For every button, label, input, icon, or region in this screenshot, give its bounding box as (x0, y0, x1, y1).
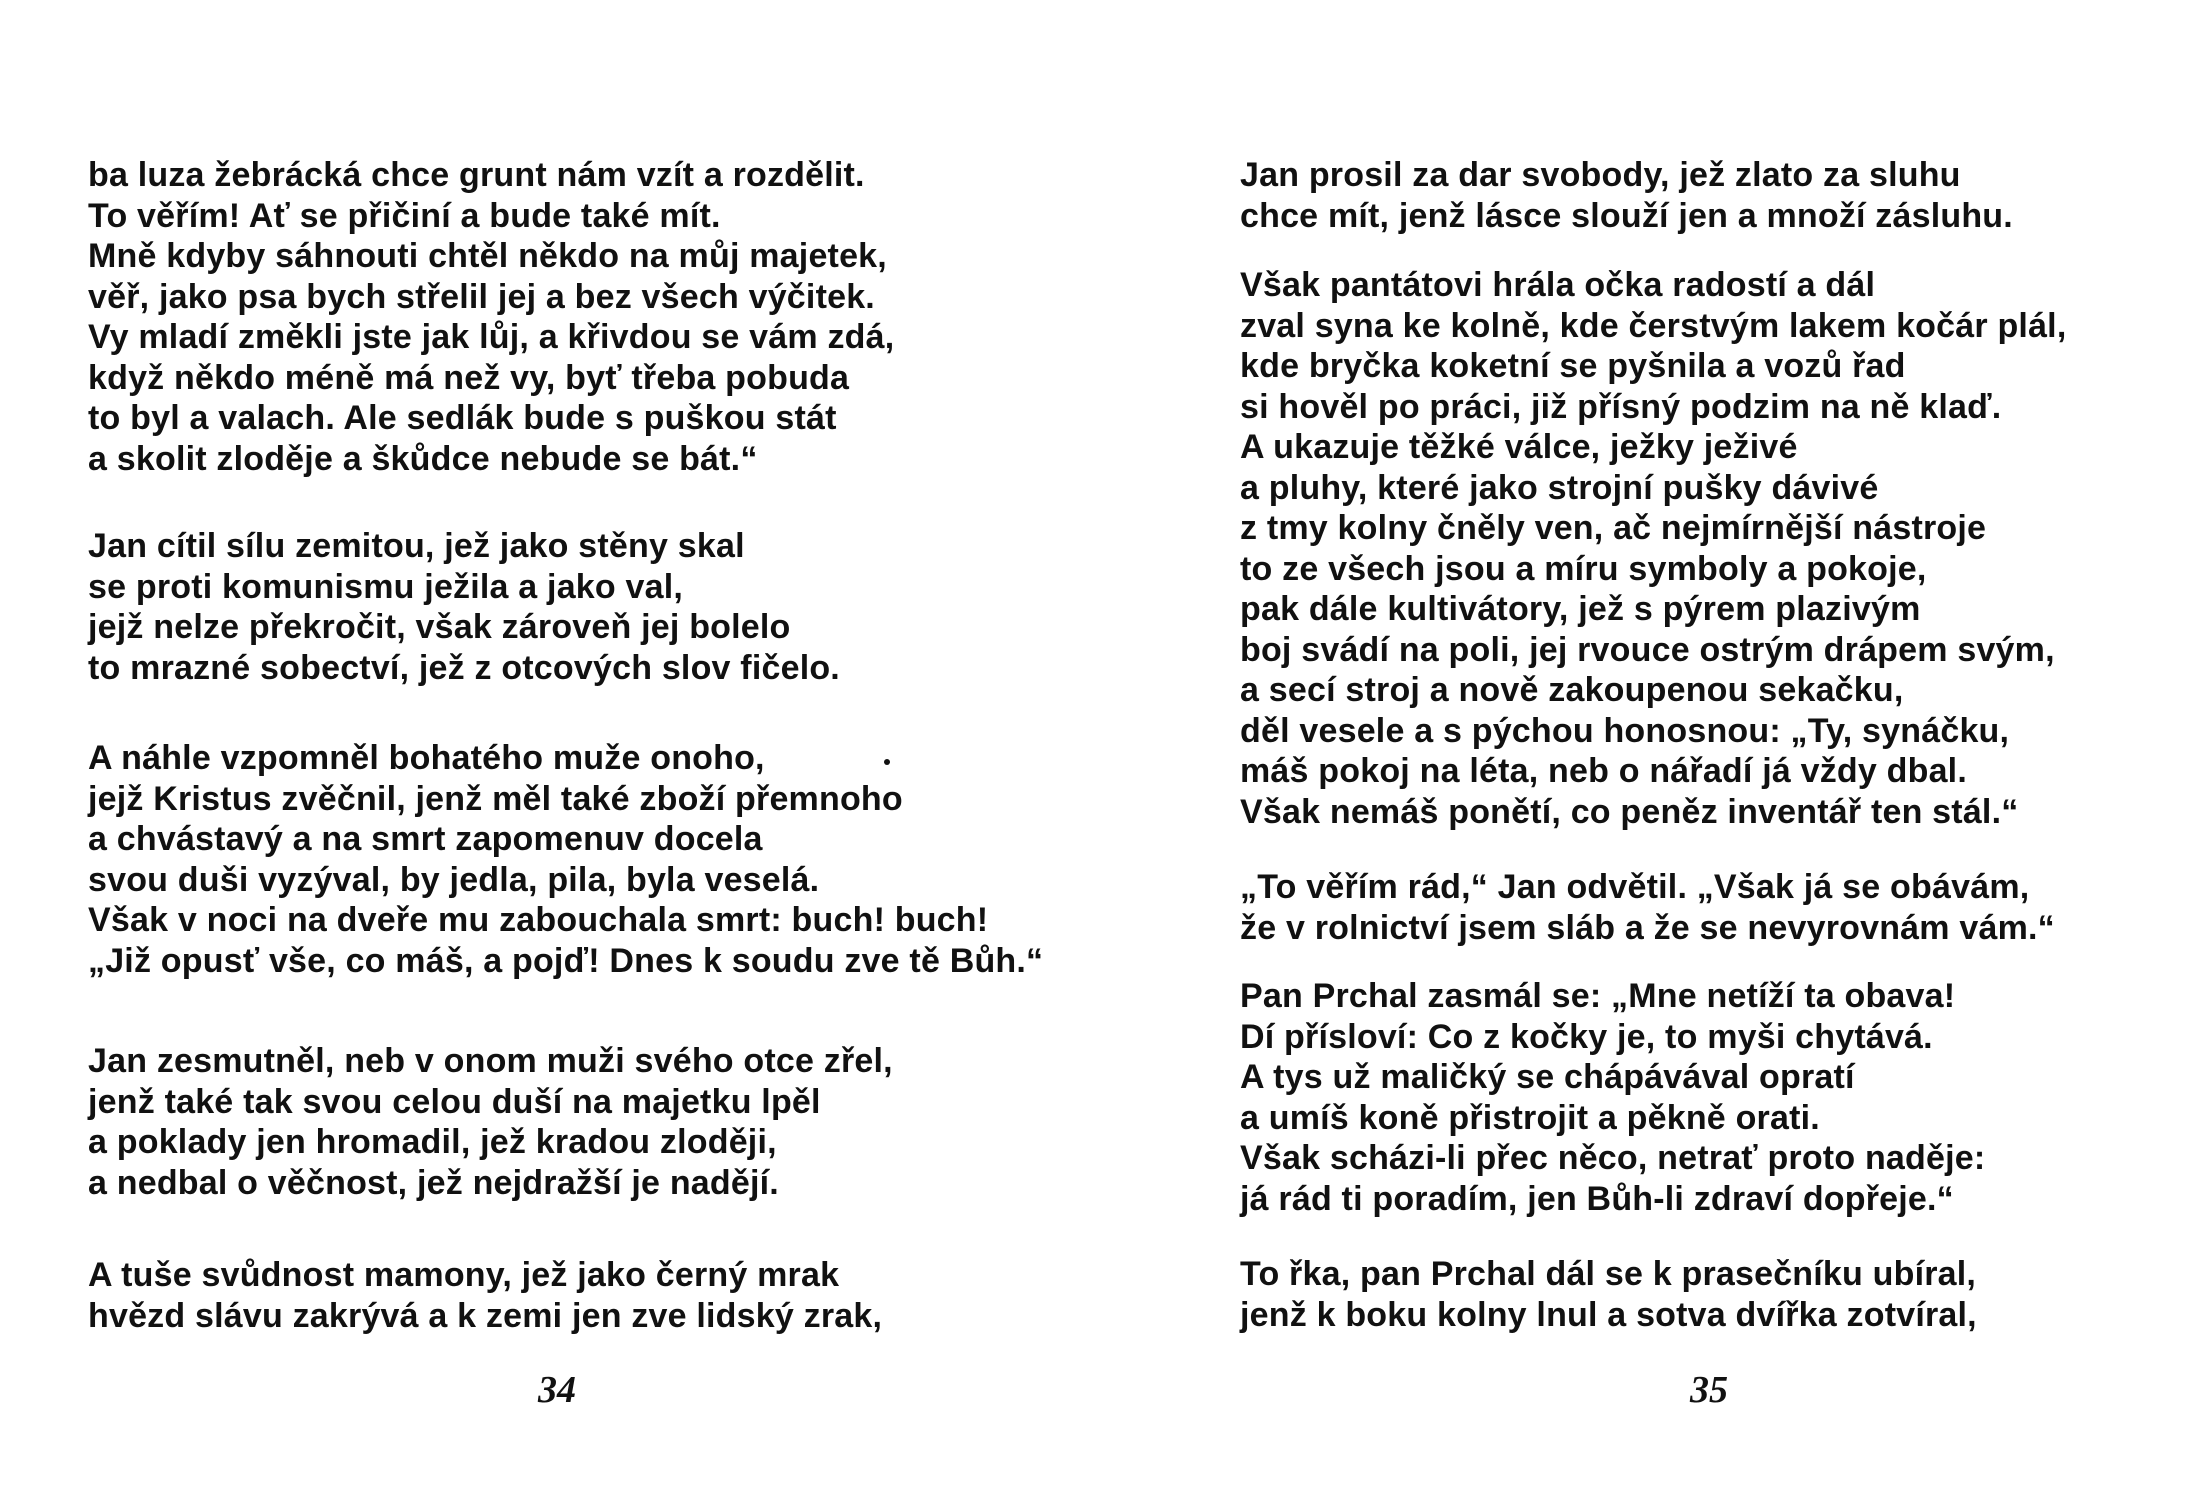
verse-line: Však nemáš ponětí, co peněz inventář ten stál.“ (1240, 792, 2019, 831)
verse-line: Vy mladí změkli jste jak lůj, a křivdou se vám zdá, (88, 318, 895, 356)
stanza-1 (1240, 155, 2013, 236)
stanza-2 (88, 526, 840, 688)
stanza-5 (1240, 1254, 1977, 1335)
verse-line: Jan zesmutněl, neb v onom muži svého otce zřel, (88, 1042, 893, 1080)
verse-line: chce mít, jenž lásce slouží jen a množí zásluhu. (1240, 196, 2013, 235)
verse-line: to mrazné sobectví, jež z otcových slov fičelo. (88, 648, 840, 687)
verse-line: „Již opusť vše, co máš, a pojď! Dnes k soudu zve tě Bůh.“ (88, 941, 1044, 980)
verse-line: to ze všech jsou a míru symboly a pokoje, (1240, 549, 1927, 588)
verse-line: že v rolnictví jsem sláb a že se nevyrovnám vám.“ (1240, 908, 2055, 947)
verse-line: věř, jako psa bych střelil jej a bez všech výčitek. (88, 277, 875, 316)
verse-line: Jan prosil za dar svobody, jež zlato za sluhu (1240, 156, 1961, 194)
verse-line: To řka, pan Prchal dál se k prasečníku ubíral, (1240, 1255, 1977, 1293)
verse-line: „To věřím rád,“ Jan odvětil. „Však já se obávám, (1240, 868, 2030, 906)
stanza-2 (1240, 265, 2066, 832)
verse-line: z tmy kolny čněly ven, ač nejmírnější nástroje (1240, 509, 1987, 547)
stanza-1 (88, 155, 894, 479)
verse-line: boj svádí na poli, jej rvouce ostrým drápem svým, (1240, 630, 2055, 669)
verse-line: jejž Kristus zvěčnil, jenž měl také zboží přemnoho (88, 779, 903, 818)
verse-line: když někdo méně má než vy, byť třeba pobuda (88, 358, 850, 397)
verse-line: a pluhy, které jako strojní pušky dávivé (1240, 468, 1879, 507)
verse-line: a umíš koně přistrojit a pěkně orati. (1240, 1098, 1820, 1137)
verse-line: A náhle vzpomněl bohatého muže onoho, (88, 739, 765, 777)
stanza-4 (88, 1041, 893, 1203)
verse-line: já rád ti poradím, jen Bůh-li zdraví dopřeje.“ (1240, 1179, 1954, 1218)
verse-line: děl vesele a s pýchou honosnou: „Ty, synáčku, (1240, 711, 2010, 750)
stanza-4 (1240, 976, 1985, 1219)
verse-line: ba luza žebrácká chce grunt nám vzít a rozdělit. (88, 156, 865, 194)
ink-speck (884, 759, 890, 765)
stanza-3 (1240, 867, 2055, 948)
verse-line: Však v noci na dveře mu zabouchala smrt: buch! buch! (88, 901, 989, 939)
verse-line: hvězd slávu zakrývá a k zemi jen zve lidský zrak, (88, 1296, 883, 1335)
stanza-5 (88, 1255, 882, 1336)
verse-line: Však pantátovi hrála očka radostí a dál (1240, 266, 1876, 304)
verse-line: jejž nelze překročit, však zároveň jej bolelo (88, 608, 791, 646)
verse-line: To věřím! Ať se přičiní a bude také mít. (88, 196, 721, 235)
verse-line: si hověl po práci, již přísný podzim na ně klaď. (1240, 387, 2002, 426)
verse-line: jenž také tak svou celou duší na majetku lpěl (88, 1082, 821, 1121)
verse-line: A tuše svůdnost mamony, jež jako černý mrak (88, 1256, 840, 1294)
stanza-3 (88, 738, 1043, 981)
verse-line: Jan cítil sílu zemitou, jež jako stěny skal (88, 527, 745, 565)
verse-line: zval syna ke kolně, kde čerstvým lakem kočár plál, (1240, 306, 2067, 345)
verse-line: svou duši vyzýval, by jedla, pila, byla veselá. (88, 860, 820, 899)
verse-line: máš pokoj na léta, neb o nářadí já vždy dbal. (1240, 752, 1967, 790)
page-number: 35 (1690, 1369, 1728, 1411)
verse-line: Pan Prchal zasmál se: „Mne netíží ta obava! (1240, 977, 1956, 1015)
verse-line: kde bryčka koketní se pyšnila a vozů řad (1240, 347, 1906, 385)
verse-line: Dí přísloví: Co z kočky je, to myši chytává. (1240, 1017, 1933, 1056)
verse-line: Však scházi-li přec něco, netrať proto naděje: (1240, 1139, 1986, 1177)
verse-line: Mně kdyby sáhnouti chtěl někdo na můj majetek, (88, 237, 887, 275)
verse-line: a nedbal o věčnost, jež nejdražší je nadějí. (88, 1163, 779, 1202)
verse-line: se proti komunismu ježila a jako val, (88, 567, 684, 606)
right-page (1104, 0, 2208, 1500)
page-number: 34 (538, 1369, 576, 1411)
verse-line: A ukazuje těžké válce, ježky ježivé (1240, 428, 1798, 466)
verse-line: a skolit zloděje a škůdce nebude se bát.“ (88, 439, 758, 478)
verse-line: a poklady jen hromadil, jež kradou zloději, (88, 1123, 777, 1161)
verse-line: a secí stroj a nově zakoupenou sekačku, (1240, 671, 1904, 709)
verse-line: pak dále kultivátory, jež s pýrem plazivým (1240, 590, 1921, 628)
verse-line: jenž k boku kolny lnul a sotva dvířka zotvíral, (1240, 1295, 1977, 1334)
verse-line: A tys už maličký se chápávával opratí (1240, 1058, 1855, 1096)
verse-line: a chvástavý a na smrt zapomenuv docela (88, 820, 763, 858)
verse-line: to byl a valach. Ale sedlák bude s puškou stát (88, 399, 837, 437)
